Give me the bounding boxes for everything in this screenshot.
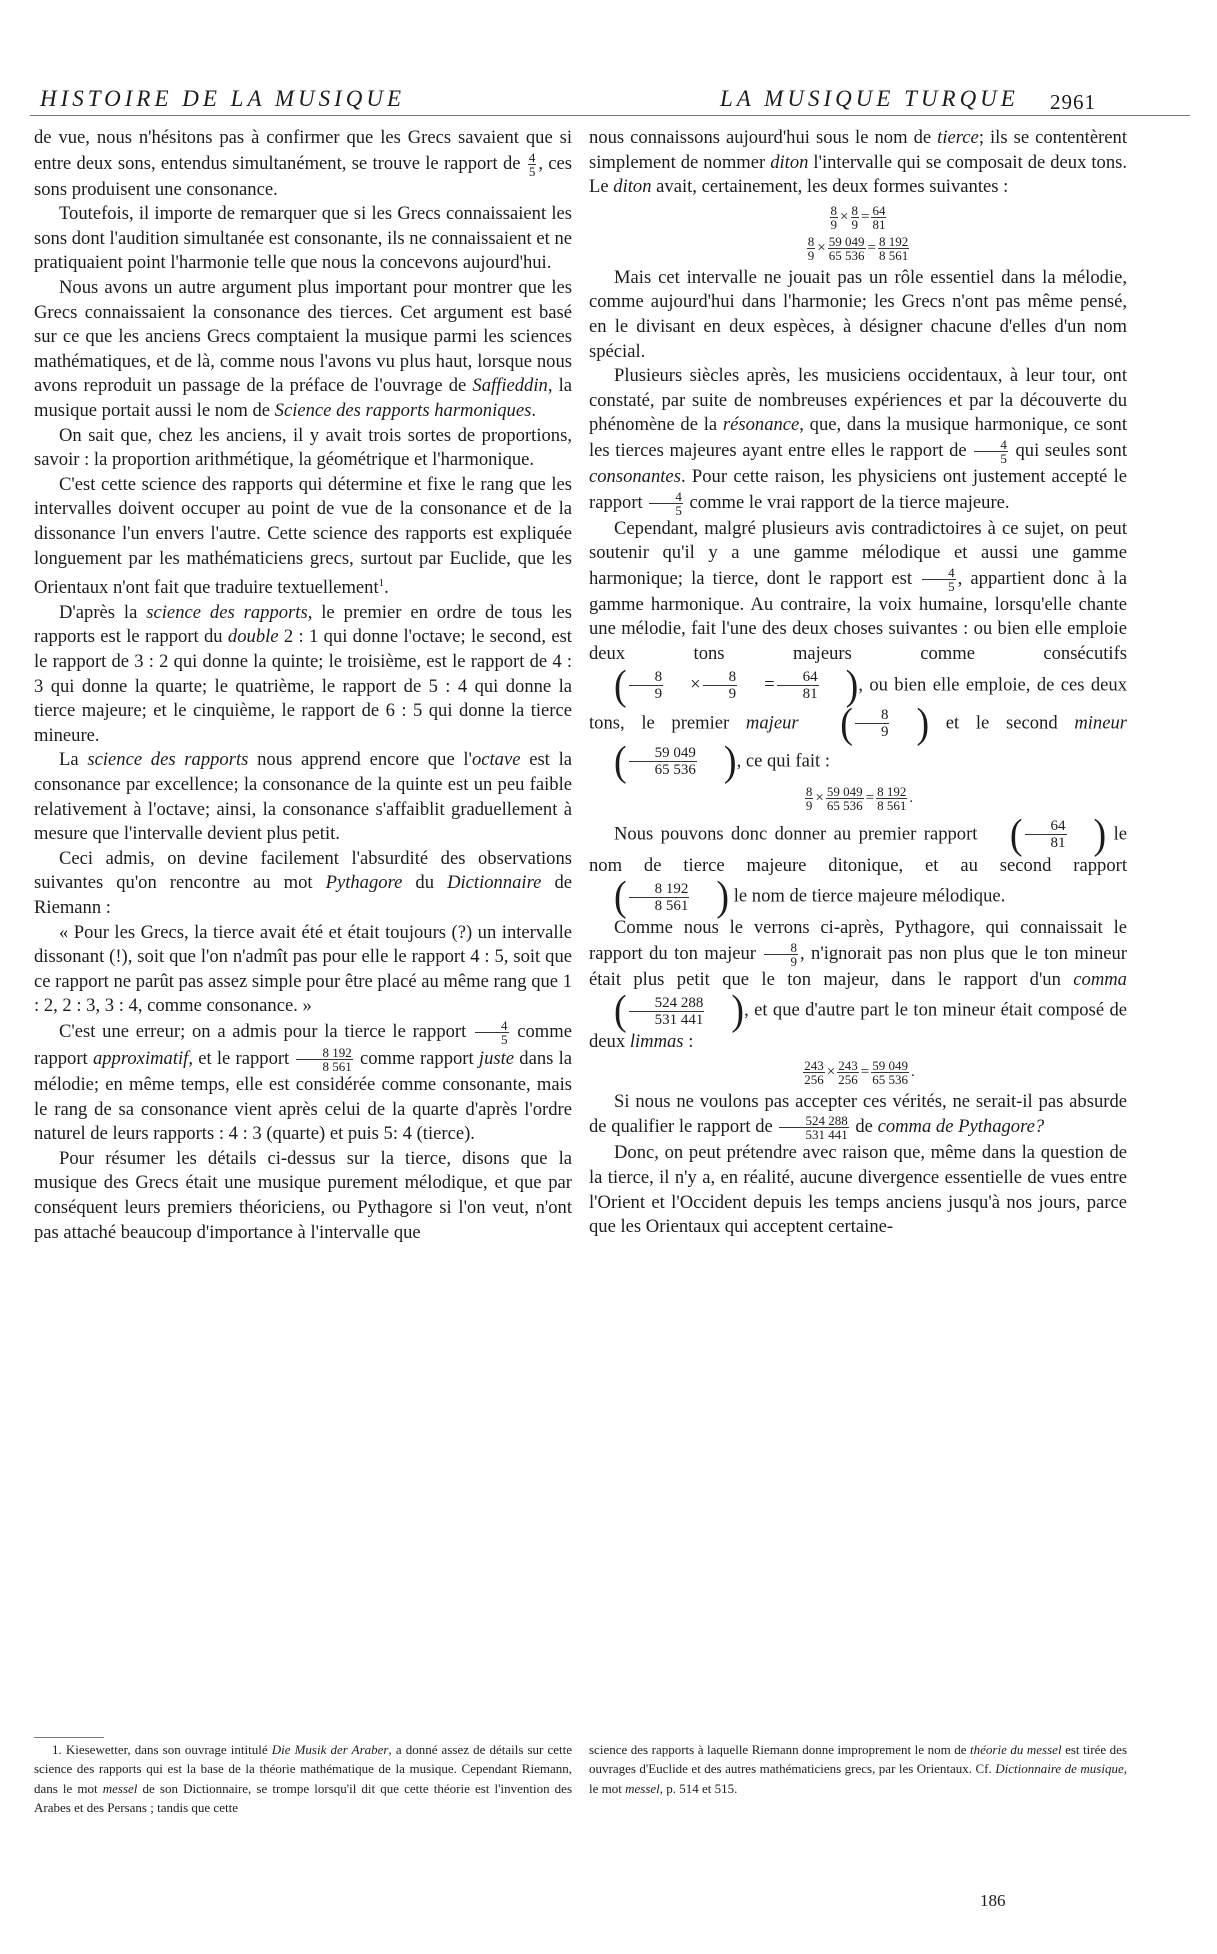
paragraph: Nous avons un autre argument plus important pour montrer que les Grecs connaissaient la consonance des tierces. Cet argument est basé sur ce que les anciens Grecs comptaient la musique parmi les sciences mathématiques, et de là, comme nous l'avons vu plus haut, lorsque nous avons reproduit un passage de la préface de l'ouvrage de Saffieddin, la musique portait aussi le nom de Science des rapports harmoniques. bbox=[34, 276, 573, 421]
paragraph: Cependant, malgré plusieurs avis contradictoires à ce sujet, on peut soutenir qu'il y a une gamme mélodique et aussi une gamme harmonique; la tierce, dont le rapport est $\frac{4}{5}$ , appartient donc à la gamme harmonique. Au contraire, la voix humaine, lorsqu'elle chante une mélodie, fait l'une des deux choses suivantes : ou bien elle emploie deux tons majeurs comme consécutifs ( $\frac{8}{9}$ × $\frac{8}{9}$ = $\frac{64}{81}$ ) , ou bien elle emploie, de ces deux tons, le premier majeur ( $\frac{8}{9}$ ) et le second mineur ( $\frac{59 049}{65 536}$ ) , ce qui fait : bbox=[589, 517, 1127, 785]
equation: $\frac{243}{256}$ × $\frac{243}{256}$ = $\frac{59 049}{65 536}$ . bbox=[804, 1057, 915, 1087]
paragraph: Nous pouvons donc donner au premier rapport ( $\frac{64}{81}$ ) le nom de tierce majeure ditonique, et au second rapport ( $\frac{8 192}{8 561}$ ) le nom de tierce majeure mélodique. bbox=[589, 811, 1128, 921]
paragraph: D'après la science des rapports, le premier en ordre de tous les rapports est le rapport du double 2 : 1 qui donne l'octave; le second, est le rapport de 3 : 2 qui donne la quinte; le troisième, est le rapport de 4 : 3 qui donne la quarte; le quatrième, le rapport de 5 : 4 qui donne la tierce majeure; et le cinquième, le rapport de 6 : 5 qui donne la tierce mineure. bbox=[34, 601, 572, 746]
paragraph: Mais cet intervalle ne jouait pas un rôle essentiel dans la mélodie, comme aujourd'hui dans l'harmonie; les Grecs n'ont pas même pensé, en le divisant en deux espèces, à désigner chacune d'elles d'un nom spécial. bbox=[589, 266, 1127, 362]
fraction: $\frac{4}{5}$ bbox=[475, 1019, 509, 1046]
paragraph: Ceci admis, on devine facilement l'absurdité des observations suivantes qu'on rencontre au mot Pythagore du Dictionnaire de Riemann : bbox=[34, 847, 573, 918]
paragraph: nous connaissons aujourd'hui sous le nom de tierce; ils se contentèrent simplement de nommer diton l'intervalle qui se composait de deux tons. Le diton avait, certainement, les deux formes suivantes : bbox=[589, 127, 1128, 198]
footnote-rule bbox=[34, 1737, 104, 1738]
paragraph: La science des rapports nous apprend encore que l'octave est la consonance par excellence; la consonance de la quinte est un peu faible relativement à l'octave; ainsi, la consonance s'affaiblit graduellement à mesure que l'intervalle devient plus petit. bbox=[34, 749, 572, 845]
paragraph: Comme nous le verrons ci-après, Pythagore, qui connaissait le rapport du ton majeur $\frac{8}{9}$ , n'ignorait pas non plus que le ton mineur était plus petit que le ton majeur, dans le rapport d'un comma ( $\frac{524 288}{531 441}$ ) , et que d'autre part le ton mineur était composé de deux limmas : bbox=[589, 917, 1127, 1053]
left-column bbox=[34, 126, 572, 1245]
footnote: 1. Kiesewetter, dans son ouvrage intitulé Die Musik der Araber, a donné assez de détails sur cette science des rapports qui est la base de la théorie mathématique de la musique. Cependant Riemann, dans le mot messel de son Dictionnaire, se trompe lorsqu'il dit que cette théorie est l'invention des Arabes et des Persans ; tandis que cette bbox=[34, 1742, 573, 1815]
quotation: « Pour les Grecs, la tierce avait été et était toujours (?) un intervalle dissonant (!), soit que l'on n'admît pas pour elle le rapport 4 : 5, soit que ce rapport ne parût pas assez simple pour être placé au même rang que 1 : 2, 2 : 3, 3 : 4, comme consonance. » bbox=[34, 921, 572, 1017]
fraction: $\frac{4}{5}$ bbox=[528, 149, 536, 179]
equation: $\frac{8}{9}$ × $\frac{8}{9}$ = $\frac{64}{81}$ bbox=[830, 202, 886, 232]
paragraph: Si nous ne voulons pas accepter ces vérités, ne serait-il pas absurde de qualifier le rapport de $\frac{524 288}{531 441}$ de comma de Pythagore? bbox=[589, 1090, 1127, 1143]
page-number-bottom: 186 bbox=[980, 1891, 1006, 1910]
page-number-top: 2961 bbox=[1050, 90, 1096, 114]
paragraph: C'est une erreur; on a admis pour la tierce le rapport $\frac{4}{5}$ comme rapport approximatif, et le rapport $\frac{8 192}{8 561}$ comme rapport juste dans la mélodie; en même temps, elle est considérée comme consonante, mais le rang de sa consonance vient après celui de la quarte d'après l'ordre naturel de leurs rapports : 4 : 3 (quarte) et puis 5: 4 (tierce). bbox=[34, 1017, 573, 1145]
running-head-left: HISTOIRE DE LA MUSIQUE bbox=[40, 86, 406, 111]
running-head-right: LA MUSIQUE TURQUE bbox=[720, 86, 1019, 111]
fraction: $\frac{8 192}{8 561}$ bbox=[296, 1046, 352, 1073]
paragraph: Plusieurs siècles après, les musiciens occidentaux, à leur tour, ont constaté, par suite de nombreuses expériences et par la découverte du phénomène de la résonance, que, dans la musique harmonique, ce sont les tierces majeures ayant entre elles le rapport de $\frac{4}{5}$ qui seules sont consonantes. Pour cette raison, les physiciens ont justement accepté le rapport $\frac{4}{5}$ comme le vrai rapport de la tierce majeure. bbox=[589, 365, 1127, 518]
footnote-left bbox=[34, 1740, 572, 1817]
header-rule bbox=[30, 115, 1190, 116]
footnote-ref[interactable]: 1 bbox=[378, 577, 385, 590]
paragraph: On sait que, chez les anciens, il y avait trois sortes de proportions, savoir : la proportion arithmétique, la géométrique et l'harmonique. bbox=[34, 424, 572, 471]
paragraph: Pour résumer les détails ci-dessus sur la tierce, disons que la musique des Grecs était une musique purement mélodique, et que par conséquent leurs premiers théoriciens, ou Pythagore si l'on veut, n'ont pas attaché beaucoup d'importance à l'intervalle que bbox=[34, 1147, 572, 1243]
equation: $\frac{8}{9}$ × $\frac{59 049}{65 536}$ = $\frac{8 192}{8 561}$ bbox=[807, 233, 909, 263]
paragraph: Toutefois, il importe de remarquer que si les Grecs connaissaient les sons dont l'audition simultanée est consonante, ils ne connaissaient et ne pratiquaient point l'harmonie telle que nous la concevons aujourd'hui. bbox=[34, 203, 572, 274]
paragraph: de vue, nous n'hésitons pas à confirmer que les Grecs savaient que si entre deux sons, entendus simultanément, se trouve le rapport de $\frac{4}{5}$ , ces sons produisent une consonance. bbox=[34, 127, 572, 200]
footnote-right bbox=[589, 1740, 1127, 1798]
paragraph: C'est cette science des rapports qui détermine et fixe le rang que les intervalles doivent occuper au point de vue de la consonance et de la dissonance l'un envers l'autre. Cette science des rapports est expliquée longuement par les mathématiciens grecs, surtout par Euclide, que les Orientaux n'ont fait que traduire textuellement$^1$. bbox=[34, 473, 572, 599]
footnote-continued: science des rapports à laquelle Riemann donne improprement le nom de théorie du messel est tirée des ouvrages d'Euclide et des autres mathématiciens grecs, par les Orientaux. Cf. Dictionnaire de musique, le mot messel, p. 514 et 515. bbox=[589, 1742, 1128, 1796]
paragraph: Donc, on peut prétendre avec raison que, même dans la question de la tierce, il n'y a, en réalité, aucune divergence essentielle de vues entre l'Orient et l'Occident depuis les temps anciens jusqu'à nos jours, parce que les Orientaux qui acceptent certaine- bbox=[589, 1142, 1127, 1238]
equation: $\frac{8}{9}$ × $\frac{59 049}{65 536}$ = $\frac{8 192}{8 561}$ . bbox=[805, 783, 914, 813]
right-column bbox=[589, 126, 1127, 1240]
